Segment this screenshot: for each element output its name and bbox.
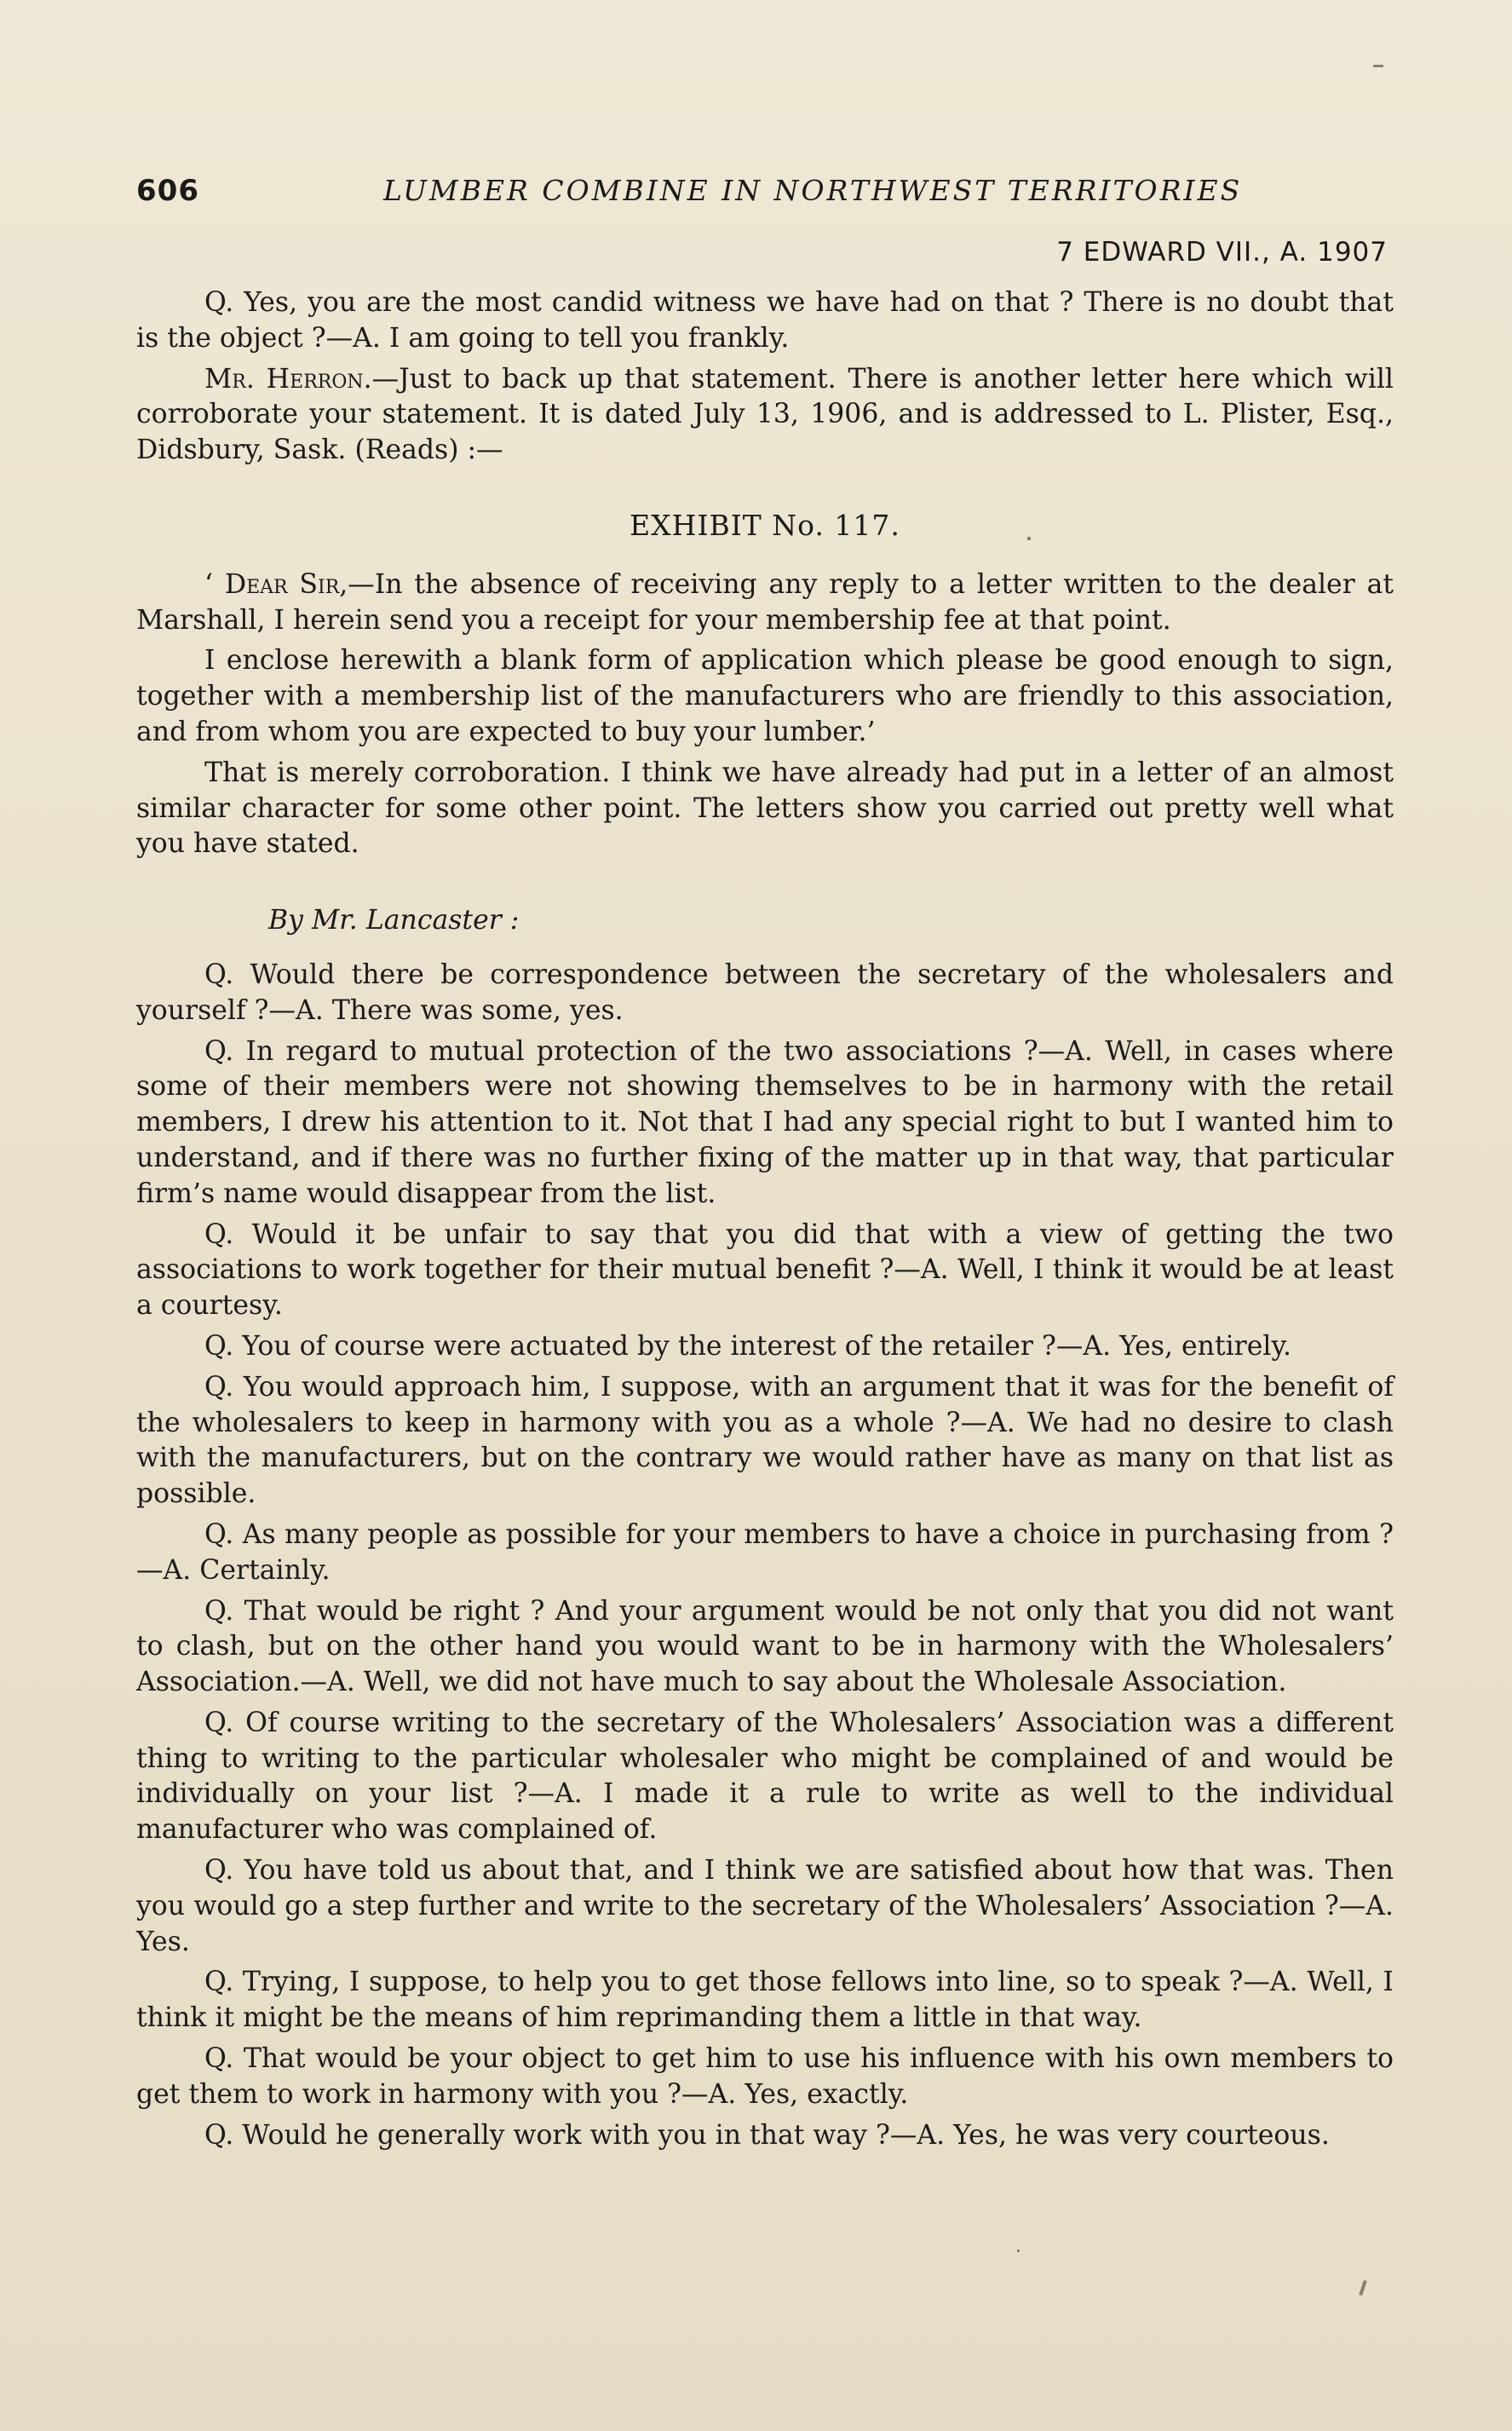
letter-first-text: —In the absence of receiving any reply to a letter written to the dealer at Marshall, I herein send you a receipt for your membership fee at that point. bbox=[136, 568, 1394, 636]
exhibit-title: EXHIBIT No. 117. bbox=[630, 508, 900, 542]
qa-paragraph: Q. You of course were actuated by the interest of the retailer ?—A. Yes, entirely. bbox=[204, 1330, 1292, 1362]
qa-paragraph: Q. That would be your object to get him to use his influence with his own members to get them to work in harmony with you ?—A. Yes, exactly. bbox=[136, 2043, 1394, 2110]
herron-paragraph bbox=[136, 362, 1394, 469]
body-text bbox=[136, 285, 1394, 2158]
speaker-name: Mr. Herron bbox=[204, 363, 364, 395]
qa-paragraph: Q. You have told us about that, and I think we are satisfied about how that was. Then you would go a step further and write to the secretary of the Wholesalers’ Association ?—A. Yes. bbox=[136, 1855, 1394, 1957]
paper-speck bbox=[1017, 2250, 1020, 2252]
letter-salutation: ‘ Dear Sir, bbox=[204, 568, 348, 600]
running-title: LUMBER COMBINE IN NORTHWEST TERRITORIES bbox=[383, 174, 1243, 207]
paper-speck bbox=[1027, 537, 1031, 540]
paper-speck bbox=[1359, 2280, 1366, 2296]
page-header bbox=[136, 170, 1397, 213]
by-line: By Mr. Lancaster : bbox=[268, 905, 520, 936]
qa-paragraph: Q. Of course writing to the secretary of the Wholesalers’ Association was a different thing to writing to the particular wholesaler who might be complained of and would be individually on your list ?—A. I made it a rule to write as well to the individual manufacturer who was complained of. bbox=[136, 1707, 1394, 1846]
qa-paragraph: Q. Would he generally work with you in that way ?—A. Yes, he was very courteous. bbox=[204, 2119, 1330, 2151]
qa-paragraph: Q. Trying, I suppose, to help you to get those fellows into line, so to speak ?—A. Well, I think it might be the means of him reprimanding them a little in that way. bbox=[136, 1967, 1394, 2034]
page-number: 606 bbox=[136, 174, 199, 208]
qa-paragraph: Q. In regard to mutual protection of the two associations ?—A. Well, in cases where some of their members were not showing themselves to be in harmony with the retail members, I drew his attention to it. Not that I had any special right to but I wanted him to understand, and if there was no further fixing of the matter up in that way, that particular firm’s name would disappear from the list. bbox=[136, 1035, 1394, 1209]
qa-paragraph: Q. That would be right ? And your argument would be not only that you did not want to clash, but on the other hand you would want to be in harmony with the Wholesalers’ Association.—A. Well, we did not have much to say about the Wholesale Association. bbox=[136, 1595, 1394, 1698]
qa-paragraph: Q. Would it be unfair to say that you did that with a view of getting the two associations to work together for their mutual benefit ?—A. Well, I think it would be at least a courtesy. bbox=[136, 1218, 1394, 1322]
qa-paragraph: Q. Would there be correspondence between the secretary of the wholesalers and yourself ?—A. There was some, yes. bbox=[136, 959, 1394, 1026]
letter-paragraph bbox=[136, 567, 1394, 639]
edition-label: 7 EDWARD VII., A. 1907 bbox=[1056, 237, 1388, 268]
paper-speck bbox=[1373, 65, 1383, 67]
qa-paragraph: Q. You would approach him, I suppose, with an argument that it was for the benefit of the wholesalers to keep in harmony with you as a whole ?—A. We had no desire to clash with the manufacturers, but on the contrary we would rather have as many on that list as possible. bbox=[136, 1371, 1394, 1510]
speaker-text: .—Just to back up that statement. There is another letter here which will corroborate your statement. It is dated July 13, 1906, and is addressed to L. Plister, Esq., Didsbury, Sask. (Reads) :— bbox=[136, 363, 1394, 466]
qa-paragraph: Q. As many people as possible for your members to have a choice in purchasing from ?—A. Certainly. bbox=[136, 1518, 1394, 1586]
letter-paragraph: I enclose herewith a blank form of application which please be good enough to sign, together with a membership list of the manufacturers who are friendly to this association, and from whom you are expected to buy your lumber.’ bbox=[136, 645, 1394, 747]
paragraph: That is merely corroboration. I think we have already had put in a letter of an almost similar character for some other point. The letters show you carried out pretty well what you have stated. bbox=[136, 757, 1394, 860]
paragraph: Q. Yes, you are the most candid witness we have had on that ? There is no doubt that is the object ?—A. I am going to tell you frankly. bbox=[136, 287, 1394, 354]
